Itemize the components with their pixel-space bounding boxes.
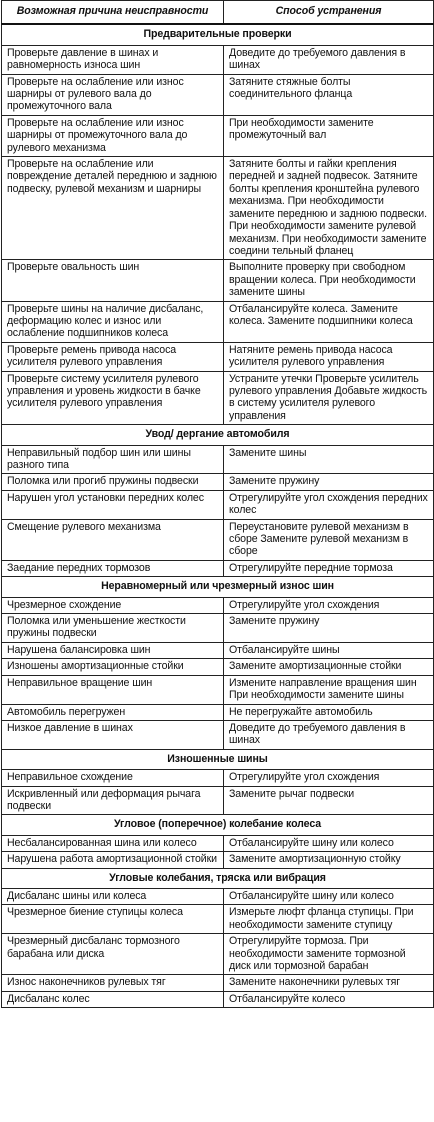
remedy-cell: Измените направление вращения шин При необходимости замените шины — [224, 675, 434, 704]
section-row — [2, 868, 434, 888]
cause-cell: Чрезмерное биение ступицы колеса — [2, 905, 224, 934]
cause-cell: Износ наконечников рулевых тяг — [2, 975, 224, 991]
remedy-cell: Замените амортизационную стойку — [224, 852, 434, 868]
remedy-cell: Доведите до требуемого давления в шинах — [224, 45, 434, 74]
remedy-cell: Измерьте люфт фланца ступицы. При необходимости замените ступицу — [224, 905, 434, 934]
table-row — [2, 991, 434, 1007]
table-body — [2, 24, 434, 1007]
remedy-cell: Отбалансируйте шину или колесо — [224, 888, 434, 904]
remedy-cell: Устраните утечки Проверьте усилитель рулевого управления Добавьте жидкость в систему усилителя рулевого управления — [224, 371, 434, 425]
cause-cell: Искривленный или деформация рычага подвески — [2, 786, 224, 815]
cause-cell: Неправильный подбор шин или шины разного типа — [2, 445, 224, 474]
cause-cell: Поломка или прогиб пружины подвески — [2, 474, 224, 490]
header-row — [2, 1, 434, 25]
remedy-cell: Отрегулируйте передние тормоза — [224, 560, 434, 576]
remedy-cell: При необходимости замените промежуточный вал — [224, 115, 434, 156]
remedy-cell: Отбалансируйте колесо — [224, 991, 434, 1007]
cause-cell: Смещение рулевого механизма — [2, 519, 224, 560]
troubleshooting-page — [1, 0, 433, 1008]
section-title: Угловое (поперечное) колебание колеса — [2, 815, 434, 835]
header-cause: Возможная причина неисправности — [2, 1, 224, 25]
table-row — [2, 659, 434, 675]
troubleshooting-table — [1, 0, 434, 1008]
remedy-cell: Отбалансируйте шину или колесо — [224, 835, 434, 851]
table-row — [2, 934, 434, 975]
table-row — [2, 704, 434, 720]
remedy-cell: Отрегулируйте угол схождения — [224, 770, 434, 786]
table-row — [2, 786, 434, 815]
table-row — [2, 597, 434, 613]
table-row — [2, 905, 434, 934]
table-row — [2, 115, 434, 156]
table-row — [2, 157, 434, 260]
cause-cell: Неправильное вращение шин — [2, 675, 224, 704]
section-row — [2, 577, 434, 597]
table-row — [2, 852, 434, 868]
remedy-cell: Отбалансируйте шины — [224, 642, 434, 658]
cause-cell: Проверьте овальность шин — [2, 260, 224, 301]
section-title: Изношенные шины — [2, 749, 434, 769]
table-row — [2, 835, 434, 851]
remedy-cell: Затяните болты и гайки крепления передней и задней подвесок. Затяните болты крепления кронштейна рулевого механизма. При необходимости замените переднюю и заднюю подвески. При необходимости замените рулевой механизм. При необходимости замените соедини тельный фланец — [224, 157, 434, 260]
table-row — [2, 301, 434, 342]
remedy-cell: Замените рычаг подвески — [224, 786, 434, 815]
remedy-cell: Замените амортизационные стойки — [224, 659, 434, 675]
remedy-cell: Переустановите рулевой механизм в сборе Замените рулевой механизм в сборе — [224, 519, 434, 560]
table-row — [2, 519, 434, 560]
section-row — [2, 815, 434, 835]
cause-cell: Дисбаланс колес — [2, 991, 224, 1007]
table-row — [2, 975, 434, 991]
remedy-cell: Отрегулируйте тормоза. При необходимости замените тормозной диск или тормозной барабан — [224, 934, 434, 975]
cause-cell: Чрезмерное схождение — [2, 597, 224, 613]
cause-cell: Низкое давление в шинах — [2, 720, 224, 749]
cause-cell: Нарушен угол установки передних колес — [2, 490, 224, 519]
cause-cell: Нарушена работа амортизационной стойки — [2, 852, 224, 868]
table-row — [2, 74, 434, 115]
cause-cell: Поломка или уменьшение жесткости пружины подвески — [2, 614, 224, 643]
table-row — [2, 260, 434, 301]
table-header — [2, 1, 434, 25]
cause-cell: Нарушена балансировка шин — [2, 642, 224, 658]
cause-cell: Проверьте ремень привода насоса усилителя рулевого управления — [2, 342, 224, 371]
cause-cell: Изношены амортизационные стойки — [2, 659, 224, 675]
cause-cell: Неправильное схождение — [2, 770, 224, 786]
cause-cell: Несбалансированная шина или колесо — [2, 835, 224, 851]
table-row — [2, 342, 434, 371]
section-title: Предварительные проверки — [2, 24, 434, 45]
remedy-cell: Отбалансируйте колеса. Замените колеса. Замените подшипники колеса — [224, 301, 434, 342]
remedy-cell: Замените пружину — [224, 614, 434, 643]
table-row — [2, 560, 434, 576]
table-row — [2, 371, 434, 425]
table-row — [2, 490, 434, 519]
table-row — [2, 642, 434, 658]
cause-cell: Заедание передних тормозов — [2, 560, 224, 576]
table-row — [2, 770, 434, 786]
section-title: Неравномерный или чрезмерный износ шин — [2, 577, 434, 597]
table-row — [2, 675, 434, 704]
cause-cell: Проверьте на ослабление или износ шарниры от рулевого вала до промежуточного вала — [2, 74, 224, 115]
cause-cell: Автомобиль перегружен — [2, 704, 224, 720]
remedy-cell: Выполните проверку при свободном вращении колеса. При необходимости замените шины — [224, 260, 434, 301]
section-row — [2, 749, 434, 769]
table-row — [2, 474, 434, 490]
cause-cell: Проверьте давление в шинах и равномерность износа шин — [2, 45, 224, 74]
header-remedy: Способ устранения — [224, 1, 434, 25]
cause-cell: Проверьте на ослабление или износ шарниры от промежуточного вала до рулевого механизма — [2, 115, 224, 156]
table-row — [2, 45, 434, 74]
remedy-cell: Затяните стяжные болты соединительного фланца — [224, 74, 434, 115]
remedy-cell: Отрегулируйте угол схождения — [224, 597, 434, 613]
table-row — [2, 614, 434, 643]
table-row — [2, 720, 434, 749]
cause-cell: Проверьте на ослабление или повреждение деталей переднюю и заднюю подвеску, рулевой механизм и шарниры — [2, 157, 224, 260]
remedy-cell: Замените пружину — [224, 474, 434, 490]
remedy-cell: Замените шины — [224, 445, 434, 474]
cause-cell: Проверьте шины на наличие дисбаланс, деформацию колес и износ или ослабление подшипников колеса — [2, 301, 224, 342]
cause-cell: Проверьте систему усилителя рулевого управления и уровень жидкости в бачке усилителя рулевого управления — [2, 371, 224, 425]
remedy-cell: Замените наконечники рулевых тяг — [224, 975, 434, 991]
section-row — [2, 24, 434, 45]
table-row — [2, 445, 434, 474]
section-title: Увод/ дергание автомобиля — [2, 425, 434, 445]
cause-cell: Дисбаланс шины или колеса — [2, 888, 224, 904]
remedy-cell: Отрегулируйте угол схождения передних колес — [224, 490, 434, 519]
remedy-cell: Не перегружайте автомобиль — [224, 704, 434, 720]
section-row — [2, 425, 434, 445]
section-title: Угловые колебания, тряска или вибрация — [2, 868, 434, 888]
remedy-cell: Натяните ремень привода насоса усилителя рулевого управления — [224, 342, 434, 371]
table-row — [2, 888, 434, 904]
cause-cell: Чрезмерный дисбаланс тормозного барабана или диска — [2, 934, 224, 975]
remedy-cell: Доведите до требуемого давления в шинах — [224, 720, 434, 749]
